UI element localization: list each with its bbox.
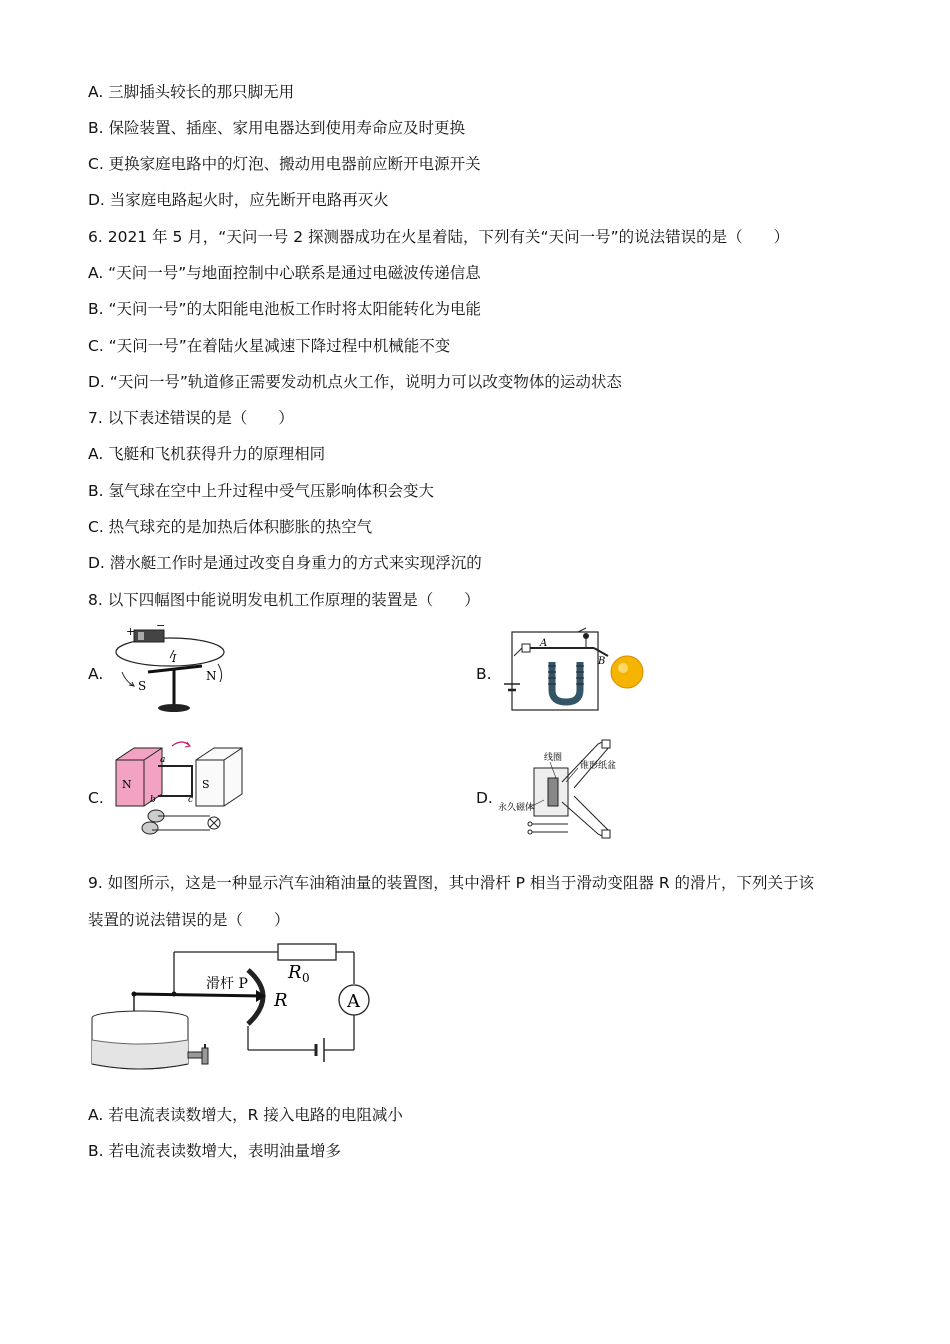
- q8-label-d: D.: [476, 789, 493, 807]
- q6-option-b: B. “天问一号”的太阳能电池板工作时将太阳能转化为电能: [88, 300, 482, 318]
- fig-d-coil-label: 线圈: [544, 753, 563, 763]
- q8-label-c: C.: [88, 789, 104, 807]
- r0-label: R: [288, 962, 302, 983]
- q7-stem: 7. 以下表述错误的是（ ）: [88, 409, 294, 427]
- q7-option-b: B. 氢气球在空中上升过程中受气压影响体积会变大: [88, 482, 434, 500]
- fig-a-plus: +: [126, 625, 136, 638]
- fig-d-cone-label: 锥形纸盆: [580, 761, 617, 771]
- q7-option-c: C. 热气球充的是加热后体积膨胀的热空气: [88, 518, 373, 536]
- r0-subscript: 0: [302, 971, 310, 985]
- resistor-r0: [278, 944, 336, 960]
- q6-option-d: D. “天问一号”轨道修正需要发动机点火工作，说明力可以改变物体的运动状态: [88, 373, 622, 391]
- q6-option-c: C. “天问一号”在着陆火星减速下降过程中机械能不变: [88, 337, 451, 355]
- q6-option-a: A. “天问一号”与地面控制中心联系是通过电磁波传递信息: [88, 264, 481, 282]
- q8-label-a: A.: [88, 665, 104, 683]
- q5-option-c: C. 更换家庭电路中的灯泡、搬动用电器前应断开电源开关: [88, 155, 481, 173]
- r-label: R: [274, 990, 288, 1011]
- q8-stem: 8. 以下四幅图中能说明发电机工作原理的装置是（ ）: [88, 591, 480, 609]
- figure-c-generator: [110, 738, 250, 842]
- q9-stem-line1: 9. 如图所示，这是一种显示汽车油箱油量的装置图，其中滑杆 P 相当于滑动变阻器 R 的滑片，下列关于该: [88, 874, 815, 892]
- q5-option-b: B. 保险装置、插座、家用电器达到使用寿命应及时更换: [88, 119, 465, 137]
- fig-a-current-label: I: [172, 652, 177, 665]
- q5-option-d: D. 当家庭电路起火时，应先断开电路再灭火: [88, 191, 389, 209]
- ammeter-label: A: [347, 991, 360, 1012]
- q9-option-b: B. 若电流表读数增大，表明油量增多: [88, 1142, 341, 1160]
- q5-option-a: A. 三脚插头较长的那只脚无用: [88, 83, 295, 101]
- fig-c-label-c: c: [188, 795, 194, 805]
- figure-d-loudspeaker: [498, 738, 646, 842]
- figure-q9-fuel-gauge: [88, 940, 388, 1072]
- q6-stem: 6. 2021 年 5 月，“天问一号 2 探测器成功在火星着陆，下列有关“天问一号”的说法错误的是（ ）: [88, 228, 790, 246]
- fig-d-magnet-label: 永久磁体: [498, 803, 535, 813]
- q9-option-a: A. 若电流表读数增大，R 接入电路的电阻减小: [88, 1106, 403, 1124]
- fig-c-label-b: b: [150, 795, 156, 805]
- q9-stem-line2: 装置的说法错误的是（ ）: [88, 911, 290, 929]
- fig-c-north: N: [122, 778, 132, 791]
- figure-b-electric-bell: [500, 626, 650, 714]
- fig-a-north: N: [206, 669, 217, 683]
- fig-a-south: S: [138, 679, 147, 693]
- fig-c-south: S: [202, 778, 210, 791]
- fig-a-minus: −: [156, 622, 166, 632]
- q8-label-b: B.: [476, 665, 492, 683]
- q7-option-d: D. 潜水艇工作时是通过改变自身重力的方式来实现浮沉的: [88, 554, 482, 572]
- fig-b-label-a: A: [540, 638, 548, 649]
- q7-option-a: A. 飞艇和飞机获得升力的原理相同: [88, 445, 326, 463]
- figure-a-compass: [108, 622, 238, 718]
- fig-c-label-a: a: [160, 755, 166, 765]
- slider-label: 滑杆 P: [206, 976, 248, 992]
- fig-b-label-b: B: [598, 656, 606, 667]
